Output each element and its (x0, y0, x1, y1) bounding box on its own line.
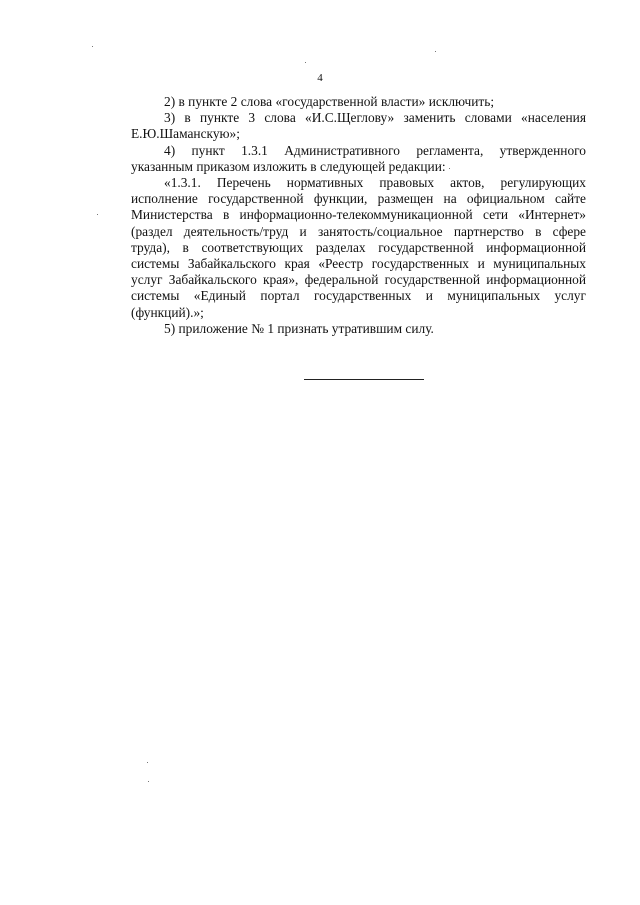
text-line: 3) в пункте 3 слова «И.С.Щеглову» заменить словами «населения (164, 110, 586, 126)
scan-speck (97, 214, 98, 215)
text-line: Е.Ю.Шаманскую»; (131, 126, 240, 142)
paragraph-item-2 (131, 94, 586, 110)
text-line: системы «Единый портал государственных и муниципальных услуг (131, 288, 586, 304)
scan-speck (92, 46, 93, 47)
end-of-document-rule (304, 379, 424, 380)
paragraph-item-4 (131, 143, 586, 175)
text-line: 5) приложение № 1 признать утратившим силу. (164, 320, 434, 336)
scan-speck (449, 168, 450, 169)
scan-speck (147, 762, 148, 763)
scan-speck (435, 51, 436, 52)
text-line: «1.3.1. Перечень нормативных правовых актов, регулирующих (164, 175, 586, 191)
text-line: исполнение государственной функции, размещен на официальном сайте (131, 191, 586, 207)
paragraph-item-3 (131, 110, 586, 142)
paragraph-quoted-regulation (131, 175, 586, 321)
page-number: 4 (317, 72, 323, 84)
scan-speck (148, 781, 149, 782)
scan-speck (305, 62, 306, 63)
text-line: (функций).»; (131, 304, 204, 320)
text-line: 2) в пункте 2 слова «государственной власти» исключить; (164, 94, 495, 109)
text-line: указанным приказом изложить в следующей редакции: (131, 158, 446, 174)
paragraph-item-5 (131, 321, 586, 337)
text-line: Министерства в информационно-телекоммуникационной сети «Интернет» (131, 207, 586, 223)
text-line: услуг Забайкальского края», федеральной государственной информационной (131, 272, 586, 288)
text-line: труда), в соответствующих разделах государственной информационной (131, 239, 586, 255)
document-body (131, 94, 586, 337)
text-line: 4) пункт 1.3.1 Административного регламента, утвержденного (164, 142, 586, 158)
text-line: системы Забайкальского края «Реестр государственных и муниципальных (131, 256, 586, 272)
text-line: (раздел деятельность/труд и занятость/социальное партнерство в сфере (131, 223, 586, 239)
